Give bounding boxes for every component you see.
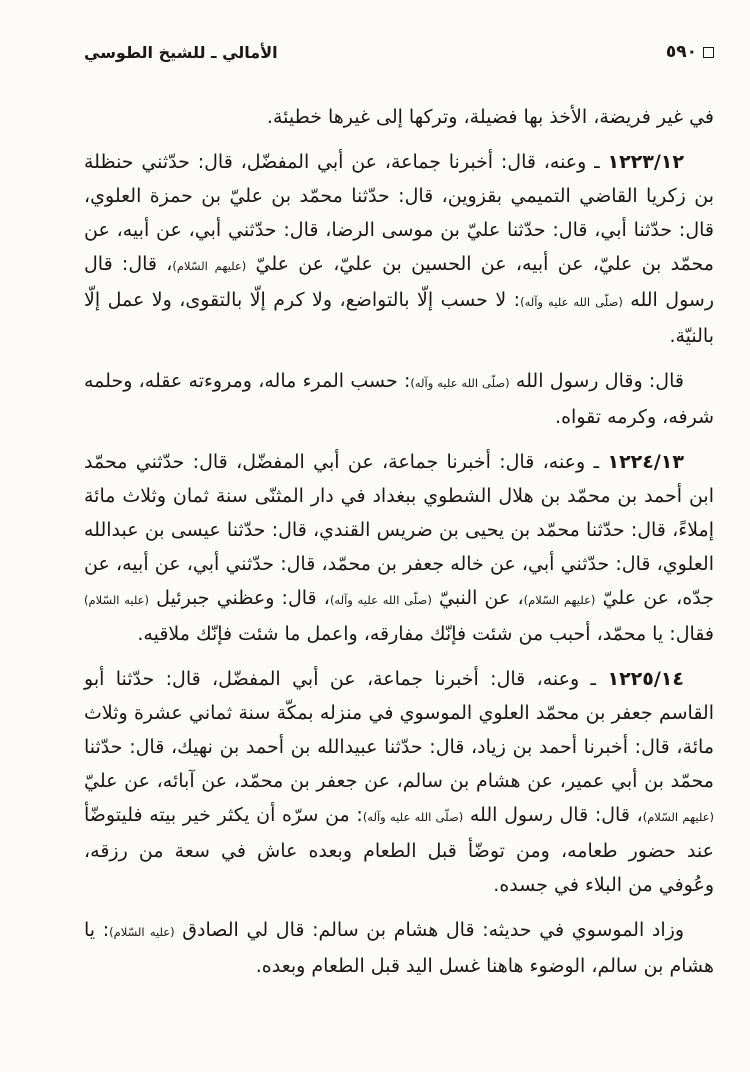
text-run: قال: وقال رسول الله: [509, 370, 684, 392]
text-run: فقال: يا محمّد، أحبب من شئت فإنّك مفارقه، واعمل ما شئت فإنّك ملاقيه.: [137, 623, 714, 645]
honorific: (صلّى الله عليه وآله): [329, 593, 432, 607]
open-square-icon: [703, 47, 714, 58]
honorific: (عليه السّلام): [109, 925, 175, 939]
paragraph: [84, 662, 714, 902]
text-run: في غير فريضة، الأخذ بها فضيلة، وتركها إلى غيرها خطيئة.: [266, 106, 714, 128]
page-number: ٥٩٠: [665, 42, 697, 62]
text-run: : حسب المرء ماله، ومروءته عقله، وحلمه شرفه، وكرمه تقواه.: [84, 370, 714, 428]
honorific: (صلّى الله عليه وآله): [362, 810, 464, 824]
text-run: ـ وعنه، قال: أخبرنا جماعة، عن أبي المفضّل، قال: حدّثني محمّد ابن أحمد بن محمّد بن هلال الشطوي ببغداد في دار المثنّى سنة ثمان وثلاث مائة إملاءً، قال: حدّثنا محمّد بن يحيى بن ضريس القندي، قال: حدّثنا عيسى بن عبدالله العلوي، قال: حدّثني أبي، عن خاله جعفر بن محمّد، قال: حدّثني أبي، عن أبيه، عن جدّه، عن عليّ: [84, 451, 714, 609]
paragraph: [84, 445, 714, 651]
honorific: (عليهم السّلام): [172, 259, 247, 273]
text-run: ، قال: وعظني جبرئيل: [149, 587, 330, 609]
paragraph: [84, 100, 714, 134]
honorific: (عليهم السّلام): [523, 593, 596, 607]
paragraph: [84, 364, 714, 434]
text-run: ـ وعنه، قال: أخبرنا جماعة، عن أبي المفضّل، قال: حدّثنا أبو القاسم جعفر بن محمّد العلوي الموسوي في منزله بمكّة سنة ثماني عشرة وثلاث مائة، قال: أخبرنا أحمد بن زياد، قال: حدّثنا عبيدالله بن أحمد بن نهيك، قال: حدّثنا محمّد بن أبي عمير، عن هشام بن سالم، عن جعفر بن محمّد، عن آبائه، عن عليّ: [84, 668, 714, 792]
honorific: (عليهم السّلام): [642, 810, 714, 824]
honorific: (صلّى الله عليه وآله): [520, 295, 623, 309]
hadith-number: ١٢٢٤/١٣: [607, 451, 684, 473]
text-run: : من سرّه أن يكثر خير بيته فليتوضّأ عند حضور طعامه، ومن توضّأ قبل الطعام وبعده عاش في سعة من رزقه، وعُوفي من البلاء في جسده.: [84, 804, 714, 896]
paragraph: [84, 145, 714, 353]
text-run: : لا حسب إلّا بالتواضع، ولا كرم إلّا بالتقوى، ولا عمل إلّا بالنيّة.: [84, 289, 714, 347]
text-run: ـ وعنه، قال: أخبرنا جماعة، عن أبي المفضّل، قال: حدّثني حنظلة بن زكريا القاضي التميمي بقزوين، قال: حدّثنا محمّد بن عليّ بن حمزة العلوي، قال: حدّثنا أبي، قال: حدّثنا عليّ بن موسى الرضا، قال: حدّثني أبي، عن أبيه، عن محمّد بن عليّ، عن أبيه، عن الحسين بن عليّ، عن عليّ: [84, 151, 714, 275]
book-title: الأمالي ـ للشيخ الطوسي: [84, 42, 278, 62]
text-run: ، قال: قال رسول الله: [84, 253, 714, 311]
hadith-number: ١٢٢٥/١٤: [607, 668, 684, 690]
honorific: (صلّى الله عليه وآله): [410, 376, 510, 390]
page-header: [84, 42, 714, 62]
page-number-group: [666, 42, 714, 62]
text-run: وزاد الموسوي في حديثه: قال هشام بن سالم: قال لي الصادق: [174, 919, 684, 941]
honorific: (عليه السّلام): [84, 593, 150, 607]
text-run: ، عن النبيّ: [431, 587, 524, 609]
text-body: [84, 100, 714, 983]
text-run: ، قال: قال رسول الله: [463, 804, 643, 826]
hadith-number: ١٢٢٣/١٢: [607, 151, 684, 173]
text-run: : يا هشام بن سالم، الوضوء هاهنا غسل اليد قبل الطعام وبعده.: [84, 919, 714, 977]
paragraph: [84, 913, 714, 983]
